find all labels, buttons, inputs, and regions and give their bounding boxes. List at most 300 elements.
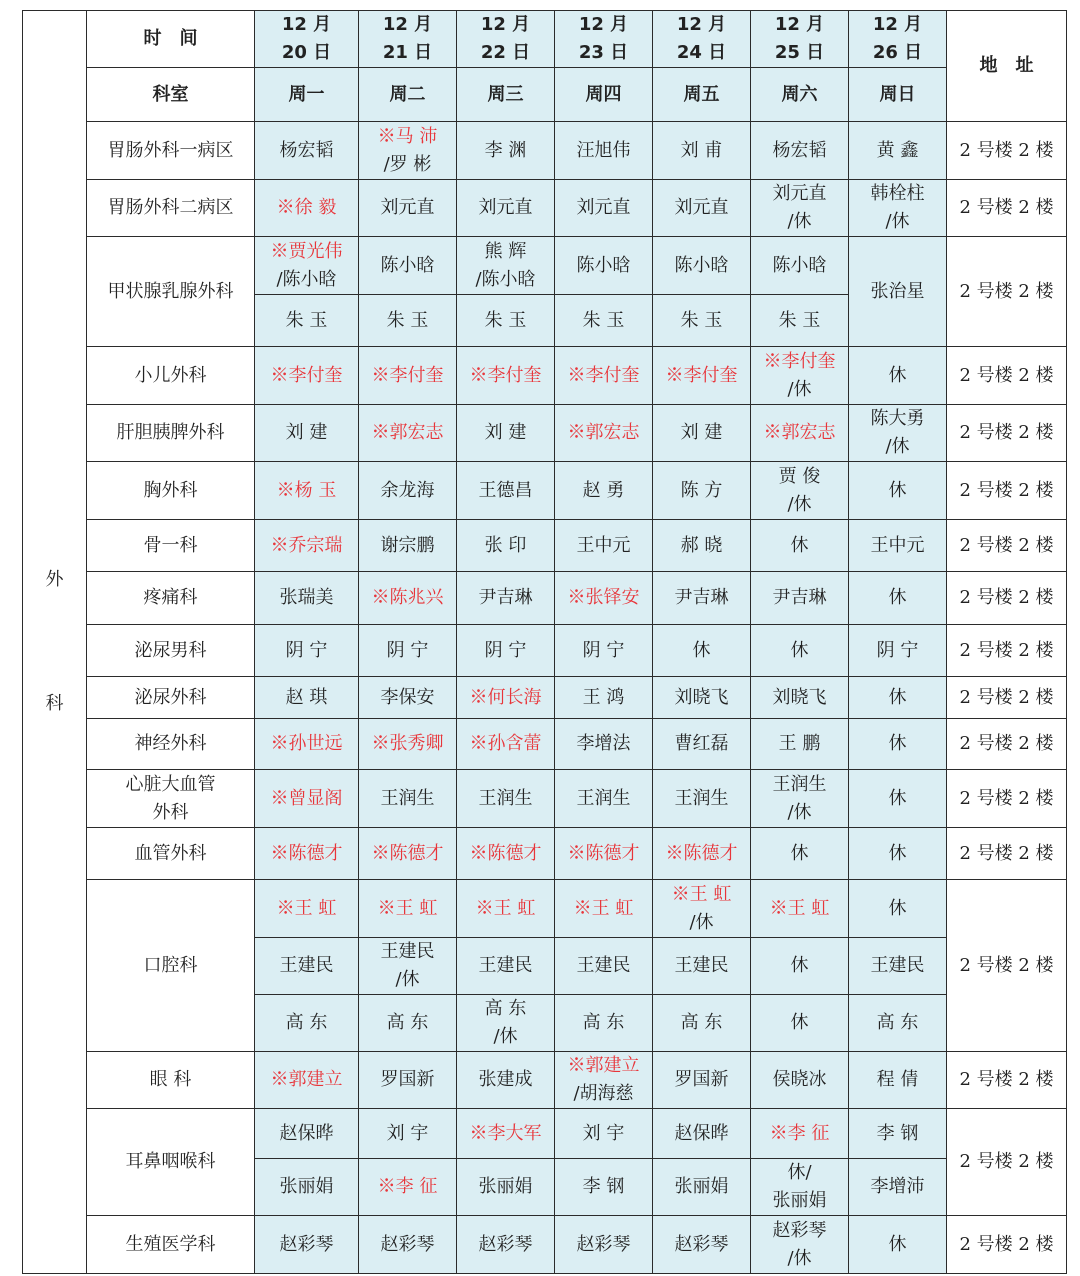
department-address [947, 347, 1067, 405]
schedule-cell [359, 1109, 457, 1159]
doctor-name-priority: ※王 虹 [475, 897, 536, 919]
schedule-cell [653, 1159, 751, 1216]
doctor-name-priority: ※张秀卿 [371, 733, 444, 754]
section-char: 科 [45, 693, 64, 714]
date-month: 12 月 [774, 14, 825, 35]
schedule-cell [849, 122, 947, 180]
date-month: 12 月 [281, 14, 332, 35]
department-row [23, 770, 1067, 828]
doctor-name: 休 [790, 955, 809, 976]
department-address [947, 462, 1067, 520]
schedule-cell [653, 462, 751, 520]
schedule-cell [255, 405, 359, 462]
department-name [87, 770, 255, 828]
date-header [751, 11, 849, 68]
doctor-name: 休 [888, 897, 907, 919]
schedule-cell [653, 1216, 751, 1274]
doctor-name: 休 [888, 686, 907, 708]
schedule-cell [555, 880, 653, 938]
schedule-cell [653, 828, 751, 880]
schedule-cell [255, 625, 359, 677]
doctor-name: 高 东 [484, 998, 527, 1019]
doctor-name: 王润生 [772, 773, 827, 795]
doctor-name-priority: ※李付奎 [567, 364, 640, 386]
doctor-name: 刘元直 [576, 197, 631, 218]
doctor-name: 王 鹏 [778, 733, 821, 754]
doctor-name-priority: ※郭宏志 [371, 422, 444, 443]
doctor-name: 赵彩琴 [380, 1233, 435, 1255]
date-day: 20 日 [281, 42, 332, 63]
schedule-cell [849, 1159, 947, 1216]
doctor-name: 陈大勇 [870, 408, 925, 429]
doctor-name: 张丽娟 [772, 1190, 827, 1211]
address-text: 2 号楼 2 楼 [959, 954, 1054, 976]
schedule-cell [751, 347, 849, 405]
department-name-text: 肝胆胰脾外科 [116, 422, 225, 443]
doctor-name: 刘 建 [484, 422, 527, 443]
doctor-name-priority: ※郭宏志 [763, 422, 836, 443]
schedule-cell [653, 880, 751, 938]
schedule-cell [849, 180, 947, 237]
date-header [653, 11, 751, 68]
doctor-name: 刘 宇 [386, 1122, 429, 1144]
doctor-name: 赵 琪 [285, 686, 328, 708]
doctor-name: 王德昌 [478, 479, 533, 501]
doctor-name: 赵彩琴 [576, 1233, 631, 1255]
schedule-cell [255, 180, 359, 237]
doctor-name-priority: ※王 虹 [276, 897, 337, 919]
doctor-name: 休 [790, 1012, 809, 1033]
schedule-cell [359, 880, 457, 938]
department-name-text: 胃肠外科一病区 [107, 139, 234, 161]
schedule-cell [457, 1052, 555, 1109]
department-address [947, 719, 1067, 770]
doctor-name-priority: ※李 征 [769, 1122, 830, 1144]
doctor-name: /休 [787, 211, 812, 232]
doctor-name-priority: ※李付奎 [763, 350, 836, 372]
department-name [87, 520, 255, 572]
department-row [23, 625, 1067, 677]
doctor-name: 刘元直 [380, 197, 435, 218]
schedule-cell [555, 995, 653, 1052]
schedule-cell [849, 719, 947, 770]
department-address [947, 572, 1067, 625]
doctor-name: 汪旭伟 [576, 139, 631, 161]
date-day: 21 日 [382, 42, 433, 63]
schedule-cell [457, 122, 555, 180]
schedule-cell [653, 405, 751, 462]
address-text: 2 号楼 2 楼 [959, 733, 1054, 754]
doctor-name: 张丽娟 [279, 1176, 334, 1197]
schedule-cell [555, 1216, 653, 1274]
schedule-cell [555, 719, 653, 770]
doctor-name-priority: ※杨 玉 [276, 479, 337, 501]
doctor-name: 王中元 [576, 534, 631, 556]
doctor-name-priority: ※郭建立 [567, 1055, 640, 1076]
department-name [87, 122, 255, 180]
schedule-cell [255, 938, 359, 995]
schedule-cell [457, 405, 555, 462]
schedule-cell [751, 237, 849, 295]
address-text: 2 号楼 2 楼 [959, 139, 1054, 161]
doctor-name: 王建民 [478, 955, 533, 976]
schedule-cell [751, 405, 849, 462]
department-name [87, 677, 255, 719]
doctor-name: /休 [885, 211, 910, 232]
schedule-cell [359, 677, 457, 719]
doctor-name-priority: ※王 虹 [671, 883, 732, 905]
schedule-cell [653, 719, 751, 770]
doctor-name: 朱 玉 [285, 309, 328, 331]
schedule-cell [255, 677, 359, 719]
department-name [87, 880, 255, 1052]
weekday-text: 周五 [683, 83, 720, 105]
schedule-cell [457, 677, 555, 719]
doctor-name: /休 [885, 436, 910, 457]
schedule-cell [849, 1109, 947, 1159]
department-name-text: 耳鼻咽喉科 [125, 1151, 216, 1172]
department-address [947, 520, 1067, 572]
department-address [947, 1109, 1067, 1216]
weekday-header [751, 68, 849, 122]
department-row [23, 180, 1067, 237]
doctor-name-priority: ※李付奎 [665, 364, 738, 386]
schedule-cell [555, 347, 653, 405]
doctor-name-priority: ※马 沛 [377, 125, 438, 147]
doctor-name: 张丽娟 [674, 1176, 729, 1197]
department-name-text: 胸外科 [143, 479, 198, 501]
schedule-cell [751, 938, 849, 995]
schedule-cell [555, 122, 653, 180]
schedule-cell [255, 880, 359, 938]
address-text: 2 号楼 2 楼 [959, 587, 1054, 608]
schedule-cell [849, 572, 947, 625]
schedule-cell [751, 677, 849, 719]
date-header [359, 11, 457, 68]
schedule-cell [849, 237, 947, 347]
schedule-cell [751, 180, 849, 237]
doctor-name: 赵 勇 [582, 479, 625, 501]
doctor-name: 刘 建 [285, 422, 328, 443]
schedule-cell [555, 462, 653, 520]
doctor-name: 休/ [787, 1162, 812, 1183]
weekday-header [653, 68, 751, 122]
schedule-cell [751, 1052, 849, 1109]
department-name [87, 1216, 255, 1274]
schedule-cell [359, 180, 457, 237]
doctor-name: 阴 宁 [876, 639, 919, 661]
schedule-cell [849, 1052, 947, 1109]
doctor-name: 刘元直 [772, 183, 827, 204]
schedule-cell [849, 880, 947, 938]
doctor-name: 高 东 [680, 1012, 723, 1033]
doctor-name: 赵保晔 [279, 1122, 334, 1144]
doctor-name: /休 [689, 911, 714, 933]
department-name [87, 237, 255, 347]
doctor-name: 王建民 [279, 955, 334, 976]
department-row [23, 122, 1067, 180]
department-name [87, 1052, 255, 1109]
schedule-cell [555, 180, 653, 237]
schedule-cell [849, 828, 947, 880]
doctor-name: 陈小晗 [772, 254, 827, 276]
schedule-cell [555, 405, 653, 462]
dept-label [87, 68, 255, 122]
department-address [947, 770, 1067, 828]
schedule-cell [849, 1216, 947, 1274]
doctor-name: 余龙海 [380, 479, 435, 501]
doctor-name: 休 [888, 1233, 907, 1255]
doctor-name: 刘 甫 [680, 139, 723, 161]
schedule-cell [653, 770, 751, 828]
address-text: 2 号楼 2 楼 [959, 1151, 1054, 1172]
schedule-cell [457, 938, 555, 995]
doctor-name: 休 [790, 842, 809, 864]
doctor-name: /陈小晗 [276, 268, 337, 290]
doctor-name-priority: ※李付奎 [270, 364, 343, 386]
schedule-cell [653, 180, 751, 237]
address-text: 2 号楼 2 楼 [959, 422, 1054, 443]
department-name [87, 828, 255, 880]
doctor-name: /休 [787, 493, 812, 515]
schedule-cell [751, 880, 849, 938]
doctor-name: 休 [692, 639, 711, 661]
schedule-cell [849, 462, 947, 520]
address-text: 2 号楼 2 楼 [959, 1069, 1054, 1090]
address-text: 2 号楼 2 楼 [959, 280, 1054, 302]
doctor-name-priority: ※陈德才 [469, 842, 542, 864]
doctor-name: 休 [888, 733, 907, 754]
schedule-cell [653, 347, 751, 405]
doctor-name-priority: ※贾光伟 [270, 240, 343, 262]
schedule-cell [457, 625, 555, 677]
schedule-cell [457, 180, 555, 237]
schedule-cell [255, 770, 359, 828]
schedule-cell [359, 122, 457, 180]
doctor-name: 朱 玉 [484, 309, 527, 331]
department-row [23, 828, 1067, 880]
doctor-name: 休 [888, 787, 907, 809]
schedule-body [23, 11, 1067, 1274]
doctor-name: 程 倩 [876, 1069, 919, 1090]
schedule-cell [457, 462, 555, 520]
doctor-name-priority: ※李付奎 [469, 364, 542, 386]
schedule-cell [457, 347, 555, 405]
weekday-header [359, 68, 457, 122]
department-name [87, 180, 255, 237]
schedule-cell [653, 677, 751, 719]
schedule-cell [255, 995, 359, 1052]
department-name-text: 疼痛科 [143, 587, 198, 608]
doctor-name: 王建民 [674, 955, 729, 976]
department-name-text: 外科 [152, 801, 189, 823]
doctor-name: 郝 晓 [680, 534, 723, 556]
doctor-name: 张 印 [484, 534, 527, 556]
schedule-cell [555, 677, 653, 719]
doctor-name: 赵彩琴 [478, 1233, 533, 1255]
schedule-cell [653, 995, 751, 1052]
department-address [947, 180, 1067, 237]
schedule-cell [359, 1159, 457, 1216]
schedule-cell [555, 1109, 653, 1159]
schedule-cell [255, 122, 359, 180]
doctor-name: 赵保晔 [674, 1122, 729, 1144]
doctor-name: 朱 玉 [680, 309, 723, 331]
date-header [849, 11, 947, 68]
schedule-cell [359, 462, 457, 520]
doctor-name: 休 [888, 587, 907, 608]
schedule-cell [653, 520, 751, 572]
doctor-name: 张瑞美 [279, 587, 334, 608]
schedule-cell [457, 1216, 555, 1274]
doctor-name: 赵彩琴 [772, 1219, 827, 1241]
schedule-cell [751, 828, 849, 880]
doctor-name: 李 钢 [582, 1176, 625, 1197]
schedule-cell [555, 237, 653, 295]
schedule-cell [555, 625, 653, 677]
doctor-name: 罗国新 [380, 1069, 435, 1090]
schedule-cell [457, 295, 555, 347]
doctor-name: 张治星 [870, 280, 925, 302]
weekday-text: 周四 [585, 83, 622, 105]
weekday-text: 周日 [879, 83, 916, 105]
schedule-table [22, 10, 1067, 1274]
address-text: 2 号楼 2 楼 [959, 1233, 1054, 1255]
department-name [87, 625, 255, 677]
schedule-cell [653, 572, 751, 625]
schedule-cell [555, 295, 653, 347]
department-row [23, 1052, 1067, 1109]
doctor-name: /休 [493, 1026, 518, 1047]
address-text: 2 号楼 2 楼 [959, 842, 1054, 864]
schedule-cell [359, 295, 457, 347]
doctor-name-priority: ※郭建立 [270, 1069, 343, 1090]
header-row-dates [23, 11, 1067, 68]
doctor-name-priority: ※孙世远 [270, 733, 343, 754]
doctor-name: 李增法 [576, 733, 631, 754]
weekday-header [457, 68, 555, 122]
schedule-cell [751, 625, 849, 677]
schedule-cell [751, 1216, 849, 1274]
schedule-cell [359, 719, 457, 770]
address-label-text: 地 址 [979, 55, 1034, 76]
doctor-name-priority: ※陈德才 [665, 842, 738, 864]
doctor-name: 休 [790, 534, 809, 556]
doctor-name: 高 东 [386, 1012, 429, 1033]
doctor-name-priority: ※乔宗瑞 [270, 534, 343, 556]
department-address [947, 677, 1067, 719]
doctor-name-priority: ※王 虹 [377, 897, 438, 919]
doctor-name: 赵彩琴 [674, 1233, 729, 1255]
department-name-text: 口腔科 [143, 954, 198, 976]
date-header [255, 11, 359, 68]
weekday-header [255, 68, 359, 122]
doctor-name-priority: ※郭宏志 [567, 422, 640, 443]
schedule-cell [255, 462, 359, 520]
schedule-cell [653, 625, 751, 677]
schedule-cell [457, 237, 555, 295]
department-row [23, 347, 1067, 405]
schedule-cell [751, 719, 849, 770]
address-text: 2 号楼 2 楼 [959, 787, 1054, 809]
doctor-name: /休 [787, 801, 812, 823]
doctor-name: 陈小晗 [380, 254, 435, 276]
doctor-name-priority: ※张铎安 [567, 587, 640, 608]
schedule-cell [359, 995, 457, 1052]
date-header [555, 11, 653, 68]
doctor-name-priority: ※陈兆兴 [371, 587, 444, 608]
weekday-header [849, 68, 947, 122]
schedule-cell [653, 938, 751, 995]
schedule-cell [359, 770, 457, 828]
department-name-text: 心脏大血管 [125, 773, 216, 795]
schedule-cell [255, 520, 359, 572]
doctor-name: 尹吉琳 [674, 587, 729, 608]
doctor-name: 刘元直 [674, 197, 729, 218]
schedule-cell [751, 1109, 849, 1159]
schedule-cell [849, 938, 947, 995]
doctor-name: 侯晓冰 [772, 1069, 827, 1090]
doctor-name: /胡海慈 [573, 1083, 634, 1104]
doctor-name: 王润生 [674, 787, 729, 809]
doctor-name: 陈小晗 [576, 254, 631, 276]
date-month: 12 月 [872, 14, 923, 35]
weekday-text: 周一 [288, 83, 325, 105]
schedule-cell [849, 677, 947, 719]
doctor-name: 李 渊 [484, 139, 527, 161]
doctor-name: 曹红磊 [674, 733, 729, 754]
doctor-name: 罗国新 [674, 1069, 729, 1090]
schedule-cell [653, 237, 751, 295]
doctor-name: 休 [888, 842, 907, 864]
time-label [87, 11, 255, 68]
schedule-cell [751, 1159, 849, 1216]
dept-label-text: 科室 [152, 83, 189, 105]
address-header [947, 11, 1067, 122]
schedule-cell [255, 347, 359, 405]
date-day: 25 日 [774, 42, 825, 63]
schedule-cell [255, 719, 359, 770]
department-name-text: 小儿外科 [134, 364, 207, 386]
date-month: 12 月 [676, 14, 727, 35]
schedule-cell [255, 295, 359, 347]
department-name-text: 骨一科 [143, 534, 198, 556]
schedule-cell [555, 828, 653, 880]
doctor-name: 王建民 [380, 941, 435, 962]
address-text: 2 号楼 2 楼 [959, 639, 1054, 661]
department-name [87, 405, 255, 462]
schedule-cell [359, 1052, 457, 1109]
schedule-cell [849, 625, 947, 677]
date-month: 12 月 [480, 14, 531, 35]
schedule-cell [255, 1052, 359, 1109]
department-name [87, 1109, 255, 1216]
doctor-name-priority: ※陈德才 [371, 842, 444, 864]
weekday-text: 周二 [389, 83, 426, 105]
doctor-name: 王中元 [870, 534, 925, 556]
schedule-cell [555, 938, 653, 995]
doctor-name: 阴 宁 [484, 639, 527, 661]
doctor-name: 王润生 [478, 787, 533, 809]
doctor-name: 杨宏韬 [772, 139, 827, 161]
section-char: 外 [45, 569, 64, 590]
weekday-header [555, 68, 653, 122]
schedule-cell [751, 572, 849, 625]
doctor-name: 高 东 [285, 1012, 328, 1033]
doctor-name-priority: ※王 虹 [573, 897, 634, 919]
department-name [87, 572, 255, 625]
department-address [947, 625, 1067, 677]
